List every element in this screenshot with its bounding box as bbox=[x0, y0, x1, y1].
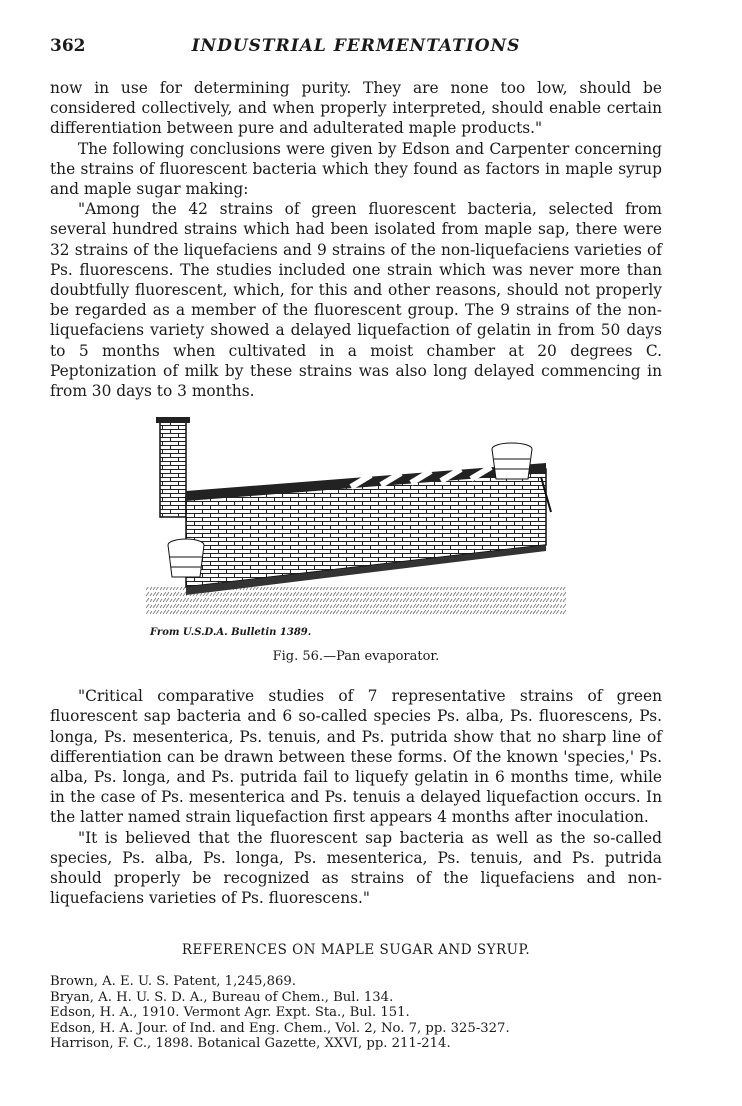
book-page bbox=[50, 36, 662, 1052]
page-header bbox=[50, 36, 662, 60]
paragraph: now in use for determining purity. They are none too low, should be considered collectively, and when properly interpreted, should enable certain differentiation between pure and adulterated maple products." bbox=[50, 79, 662, 138]
figure-caption: Fig. 56.—Pan evaporator. bbox=[272, 649, 440, 665]
pan-evaporator-illustration bbox=[146, 417, 566, 627]
reference-item: Edson, H. A., 1910. Vermont Agr. Expt. Sta., Bul. 151. bbox=[50, 1005, 410, 1021]
body-text-upper bbox=[50, 78, 662, 401]
paragraph: "Among the 42 strains of green fluorescent bacteria, selected from several hundred strains which had been isolated from maple sap, there were 32 strains of the liquefaciens and 9 strains of the non-liquefaciens varieties of Ps. fluorescens. The studies included one strain which was never more than doubtfully fluorescent, which, for this and other reasons, should not properly be regarded as a member of the fluorescent group. The 9 strains of the non-liquefaciens variety showed a delayed liquefaction of gelatin in from 50 days to 5 months when cultivated in a moist chamber at 20 degrees C. Peptonization of milk by these strains was also long delayed commencing in from 30 days to 3 months. bbox=[50, 200, 662, 401]
page-number: 362 bbox=[50, 36, 86, 56]
reference-item: Bryan, A. H. U. S. D. A., Bureau of Chem., Bul. 134. bbox=[50, 989, 394, 1005]
reference-item: Edson, H. A. Jour. of Ind. and Eng. Chem., Vol. 2, No. 7, pp. 325-327. bbox=[50, 1020, 510, 1036]
running-title: INDUSTRIAL FERMENTATIONS bbox=[191, 36, 521, 56]
paragraph: "It is believed that the fluorescent sap bacteria as well as the so-called species, Ps. alba, Ps. longa, Ps. mesenterica, Ps. tenuis, and Ps. putrida should properly be recognized as strains of the liquefaciens and non-liquefaciens varieties of Ps. fluorescens." bbox=[50, 828, 662, 908]
references-heading: REFERENCES ON MAPLE SUGAR AND SYRUP. bbox=[181, 942, 531, 959]
paragraph: "Critical comparative studies of 7 representative strains of green fluorescent sap bacteria and 6 so-called species Ps. alba, Ps. fluorescens, Ps. longa, Ps. mesenterica, Ps. tenuis, and Ps. putrida show that no sharp line of differentiation can be drawn between these forms. Of the known 'species,' Ps. alba, Ps. longa, and Ps. putrida fail to liquefy gelatin in 6 months time, while in the case of Ps. mesenterica and Ps. tenuis a delayed liquefaction occurs. In the latter named strain liquefaction first appears 4 months after inoculation. bbox=[50, 687, 662, 827]
reference-item: Harrison, F. C., 1898. Botanical Gazette, XXVI, pp. 211-214. bbox=[50, 1036, 451, 1052]
figure-source: From U.S.D.A. Bulletin 1389. bbox=[150, 627, 312, 639]
body-text-lower bbox=[50, 686, 662, 908]
paragraph: The following conclusions were given by Edson and Carpenter concerning the strains of fluorescent bacteria which they found as factors in maple syrup and maple sugar making: bbox=[50, 139, 662, 199]
figure-pan-evaporator bbox=[50, 417, 662, 665]
references-list bbox=[50, 974, 662, 1051]
reference-item: Brown, A. E. U. S. Patent, 1,245,869. bbox=[50, 974, 296, 990]
